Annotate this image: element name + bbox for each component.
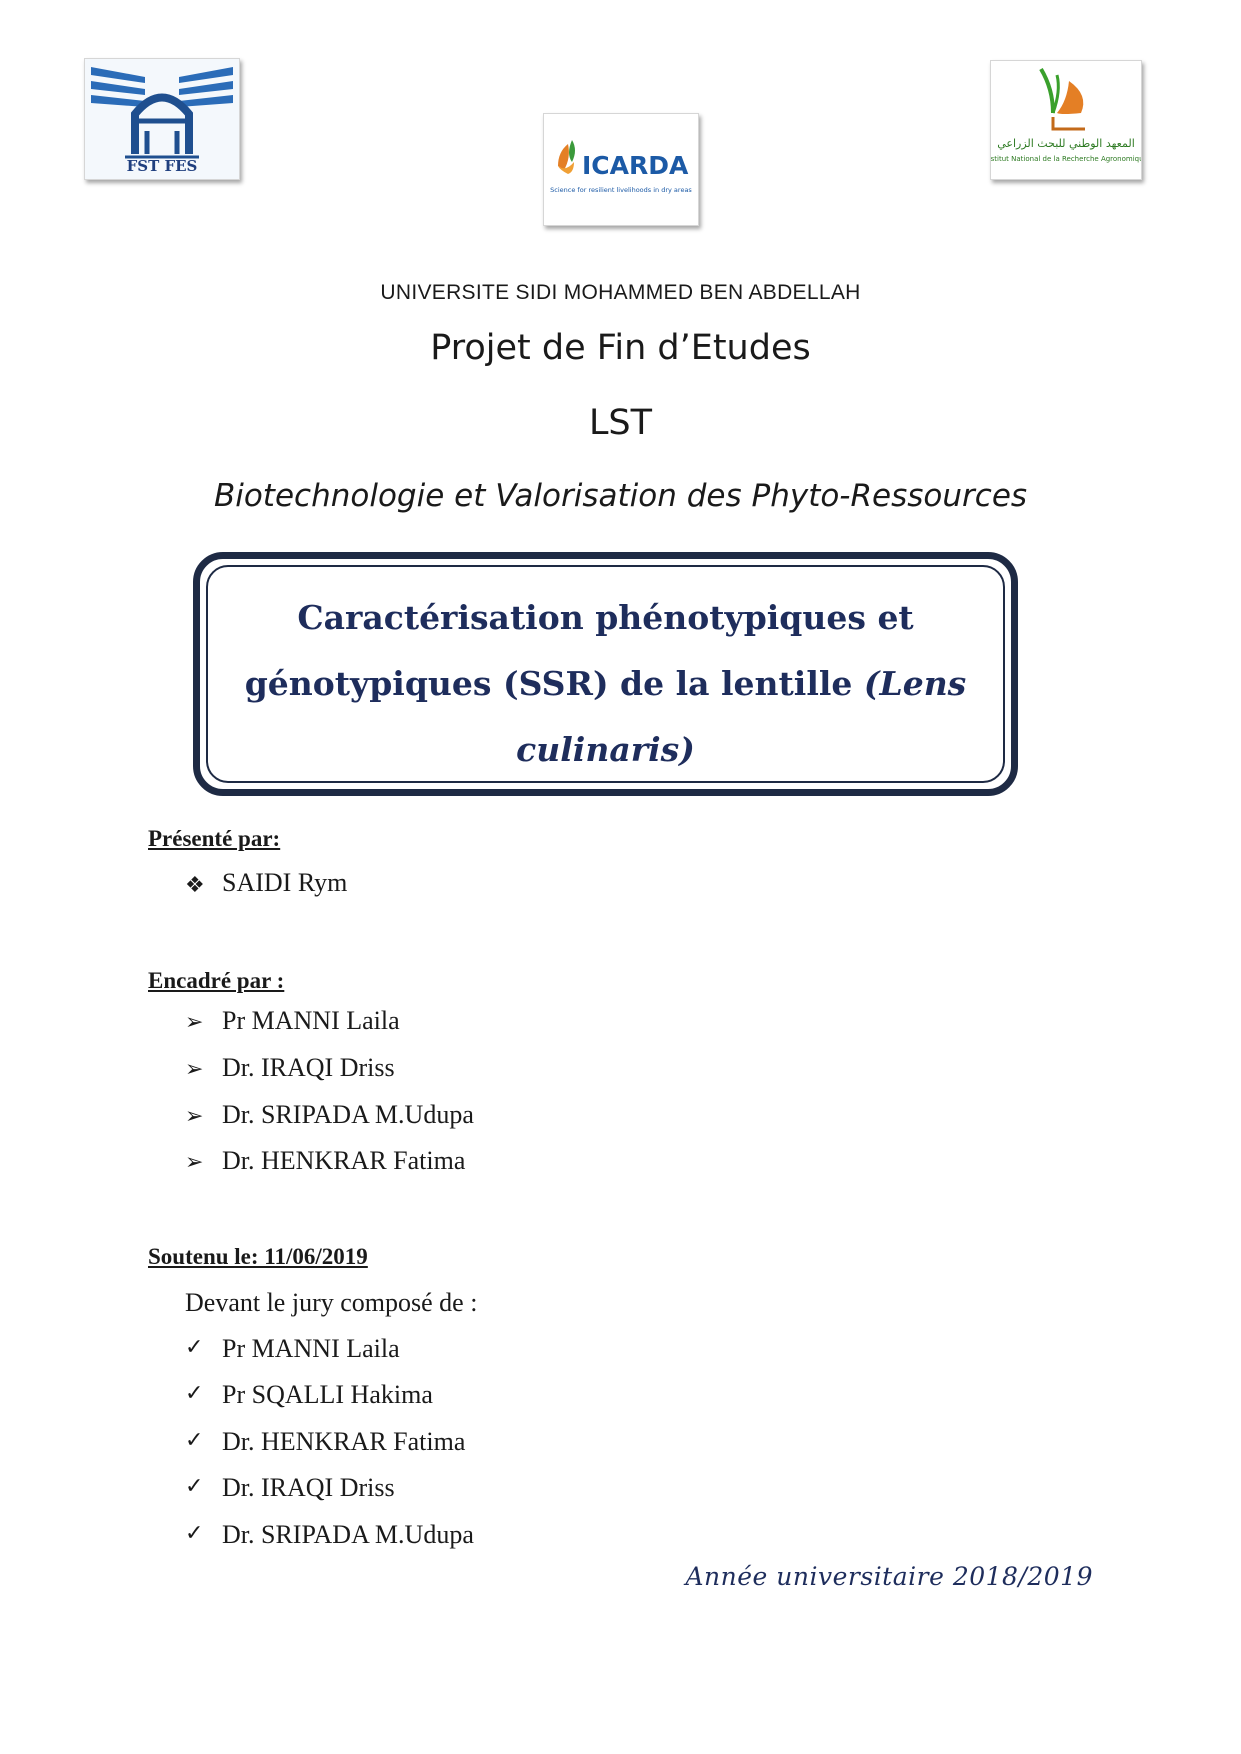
title-line-3-italic: culinaris) bbox=[516, 730, 695, 769]
title-line-1: Caractérisation phénotypiques et bbox=[297, 598, 914, 637]
project-heading: Projet de Fin d’Etudes bbox=[430, 328, 811, 368]
title-line-2-text: génotypiques (SSR) de la lentille bbox=[244, 664, 864, 703]
jury-member: Dr. IRAQI Driss bbox=[222, 1473, 395, 1502]
check-bullet-icon: ✓ bbox=[185, 1427, 204, 1452]
jury-member: Dr. HENKRAR Fatima bbox=[222, 1427, 466, 1456]
inra-logo bbox=[990, 60, 1142, 180]
supervisor-name: Pr MANNI Laila bbox=[222, 1006, 400, 1035]
presented-by-label: Présenté par: bbox=[148, 826, 281, 851]
defense-date-label: Soutenu le: 11/06/2019 bbox=[148, 1244, 368, 1269]
degree-heading: LST bbox=[588, 403, 653, 443]
diamond-bullet-icon: ❖ bbox=[185, 872, 205, 897]
title-line-3 bbox=[200, 717, 1011, 783]
svg-text:Institut National de la Recher: Institut National de la Recherche Agronomique bbox=[991, 155, 1141, 163]
jury-intro: Devant le jury composé de : bbox=[185, 1288, 478, 1317]
academic-year: Année universitaire 2018/2019 bbox=[685, 1562, 1093, 1591]
student-name: SAIDI Rym bbox=[222, 868, 348, 897]
fst-fes-emblem-icon bbox=[85, 59, 239, 179]
supervisor-name: Dr. HENKRAR Fatima bbox=[222, 1146, 466, 1175]
inra-sprout-icon bbox=[991, 61, 1141, 179]
svg-text:ICARDA: ICARDA bbox=[582, 151, 689, 180]
arrow-bullet-icon: ➢ bbox=[185, 1009, 204, 1034]
supervised-by-label: Encadré par : bbox=[148, 968, 285, 993]
svg-text:FST FES: FST FES bbox=[126, 157, 198, 175]
supervisor-name: Dr. IRAQI Driss bbox=[222, 1053, 395, 1082]
check-bullet-icon: ✓ bbox=[185, 1334, 204, 1359]
university-name: UNIVERSITE SIDI MOHAMMED BEN ABDELLAH bbox=[380, 281, 861, 304]
thesis-title bbox=[200, 585, 1011, 783]
speciality-heading: Biotechnologie et Valorisation des Phyto-Ressources bbox=[213, 478, 1028, 514]
arrow-bullet-icon: ➢ bbox=[185, 1056, 204, 1081]
jury-member: Pr MANNI Laila bbox=[222, 1334, 400, 1363]
icarda-leaf-icon bbox=[544, 114, 698, 225]
svg-text:Science for resilient liveliho: Science for resilient livelihoods in dry areas bbox=[550, 186, 692, 194]
svg-text:المعهد الوطني للبحث الزراعي: المعهد الوطني للبحث الزراعي bbox=[997, 137, 1135, 150]
jury-member: Dr. SRIPADA M.Udupa bbox=[222, 1520, 474, 1549]
title-line-2 bbox=[200, 651, 1011, 717]
check-bullet-icon: ✓ bbox=[185, 1520, 204, 1545]
check-bullet-icon: ✓ bbox=[185, 1473, 204, 1498]
fst-fes-logo bbox=[84, 58, 240, 180]
icarda-logo bbox=[543, 113, 699, 226]
check-bullet-icon: ✓ bbox=[185, 1380, 204, 1405]
arrow-bullet-icon: ➢ bbox=[185, 1149, 204, 1174]
title-frame bbox=[193, 552, 1018, 796]
arrow-bullet-icon: ➢ bbox=[185, 1103, 204, 1128]
title-line-2-italic: (Lens bbox=[863, 664, 967, 703]
supervisor-name: Dr. SRIPADA M.Udupa bbox=[222, 1100, 474, 1129]
jury-member: Pr SQALLI Hakima bbox=[222, 1380, 433, 1409]
